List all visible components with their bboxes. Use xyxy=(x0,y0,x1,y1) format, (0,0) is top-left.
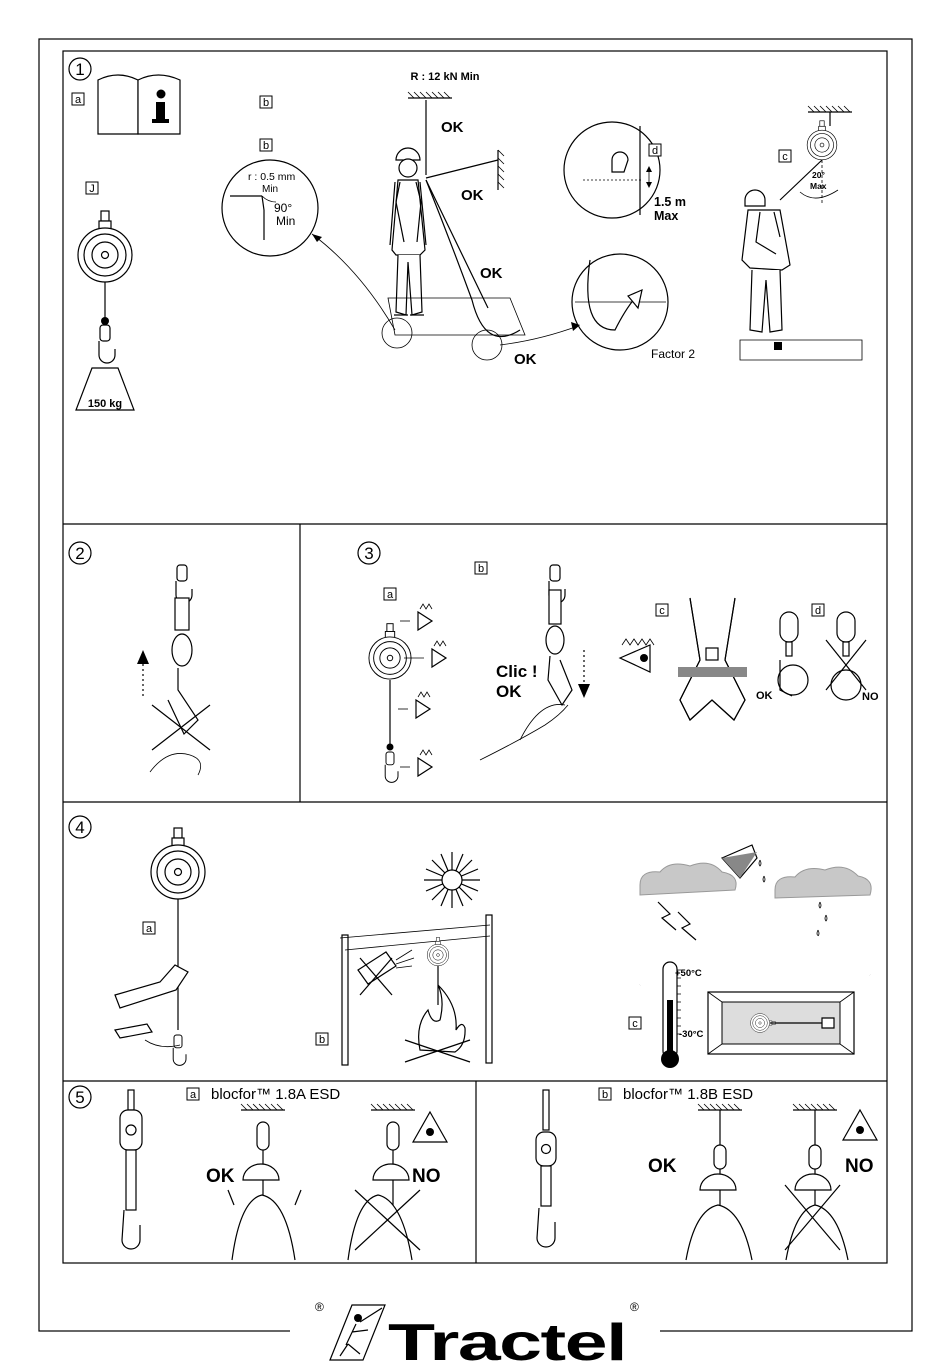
label-j: J xyxy=(89,183,95,195)
inspect-marker-icon xyxy=(398,604,446,776)
distance-max: Max xyxy=(654,209,679,223)
label-a: a xyxy=(145,923,153,935)
retractable-device-icon xyxy=(78,211,132,282)
label-c: c xyxy=(782,151,788,163)
ok-user-diagram xyxy=(648,1104,752,1260)
label-c: c xyxy=(632,1018,638,1030)
edge-angle-text: 90° xyxy=(274,201,293,215)
hazard-warning-icon xyxy=(413,1112,447,1142)
model-a: blocfor™ 1.8A ESD xyxy=(211,1086,341,1103)
hazard-frame-diagram xyxy=(320,905,500,1065)
tractel-logo xyxy=(290,1300,660,1369)
ok-label: OK xyxy=(206,1166,235,1187)
worker-figure xyxy=(388,148,525,335)
model-b: blocfor™ 1.8B ESD xyxy=(623,1086,754,1103)
label-b: b xyxy=(601,1089,609,1101)
load-text: 150 kg xyxy=(87,398,123,410)
angle-max: Max xyxy=(810,181,827,191)
section-3 xyxy=(358,542,879,782)
no-label: NO xyxy=(862,691,879,703)
anchor-strength: R : 12 kN Min xyxy=(410,71,480,83)
connector-no-diagram xyxy=(826,612,879,703)
click-text: Clic ! xyxy=(496,662,538,681)
welding-torch-icon xyxy=(358,950,414,995)
distance-detail-diagram xyxy=(564,122,686,223)
label-b: b xyxy=(318,1034,326,1046)
label-c: c xyxy=(659,605,665,617)
edge-radius-min: Min xyxy=(262,184,279,195)
ok-label: OK xyxy=(756,690,773,702)
label-b: b xyxy=(262,97,270,109)
no-label: NO xyxy=(412,1166,441,1187)
click-ok: OK xyxy=(496,682,522,701)
ok-label: OK xyxy=(441,119,464,136)
section-number: 1 xyxy=(75,60,85,79)
section-number: 4 xyxy=(75,818,85,837)
temp-high: +50°C xyxy=(675,968,702,979)
distance-text: 1.5 m xyxy=(654,195,686,209)
no-user-diagram xyxy=(348,1104,447,1260)
connector-ok-diagram xyxy=(756,612,808,702)
section-number: 2 xyxy=(75,544,85,563)
ok-label: OK xyxy=(461,187,484,204)
temp-low: -30°C xyxy=(679,1029,704,1040)
manual-info-icon xyxy=(98,75,180,134)
harness-icon xyxy=(678,598,747,720)
ok-label: OK xyxy=(480,265,503,282)
retractable-device-icon xyxy=(369,624,411,679)
label-b: b xyxy=(262,140,270,152)
registered-mark: ® xyxy=(315,1300,324,1314)
fall-factor-text: Factor 2 xyxy=(651,347,696,361)
hazard-warning-icon xyxy=(843,1110,877,1140)
no-label: NO xyxy=(845,1156,874,1177)
label-d: d xyxy=(651,145,659,157)
sun-icon xyxy=(424,852,480,908)
retractable-device-icon xyxy=(151,828,205,899)
weather-temperature-diagram xyxy=(629,845,871,1068)
ok-user-diagram xyxy=(206,1104,301,1260)
section-2 xyxy=(69,542,210,775)
ok-label: OK xyxy=(514,351,537,368)
eye-icon xyxy=(620,639,654,672)
registered-mark: ® xyxy=(630,1300,639,1314)
label-b: b xyxy=(477,563,485,575)
label-a: a xyxy=(189,1089,197,1101)
section-number: 5 xyxy=(75,1088,85,1107)
device-b-icon xyxy=(536,1090,556,1247)
edge-angle-min: Min xyxy=(276,214,296,228)
edge-detail-diagram xyxy=(222,160,318,256)
overhead-anchor-diagram xyxy=(740,106,862,360)
label-a: a xyxy=(74,94,82,106)
fall-factor-diagram xyxy=(572,254,695,361)
section-1 xyxy=(69,58,862,410)
label-a: a xyxy=(386,589,394,601)
angle-text: 20° xyxy=(812,170,825,180)
ok-label: OK xyxy=(648,1156,677,1177)
brand-name: Tractel xyxy=(388,1314,626,1369)
device-a-icon xyxy=(120,1090,142,1249)
label-d: d xyxy=(814,605,822,617)
section-4 xyxy=(69,816,871,1068)
no-user-diagram xyxy=(785,1104,877,1260)
section-5 xyxy=(69,1086,877,1260)
edge-radius-text: r : 0.5 mm xyxy=(248,171,296,183)
section-number: 3 xyxy=(364,544,374,563)
